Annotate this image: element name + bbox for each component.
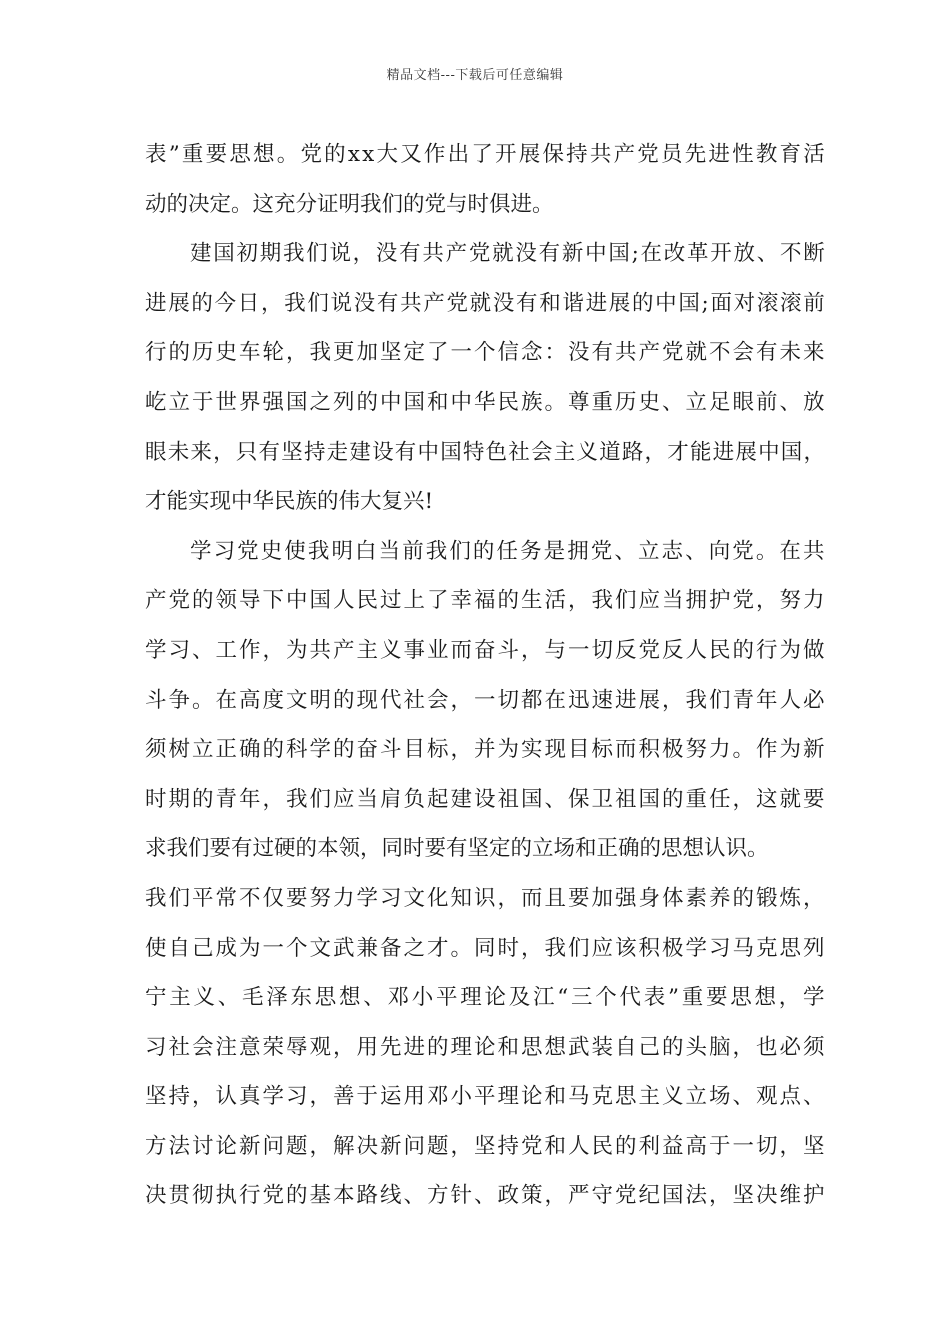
text-line: 建国初期我们说，没有共产党就没有新中国;在改革开放、不断 (190, 241, 827, 267)
text-line: 宁主义、毛泽东思想、邓小平理论及江“三个代表”重要思想，学 (145, 985, 828, 1011)
page-header: 精品文档---下载后可任意编辑 (386, 68, 564, 83)
text-line: 使自己成为一个文武兼备之才。同时，我们应该积极学习马克思列 (145, 935, 827, 961)
text-line: 须树立正确的科学的奋斗目标，并为实现目标而积极努力。作为新 (145, 737, 827, 763)
text-line: 坚持，认真学习，善于运用邓小平理论和马克思主义立场、观点、 (145, 1084, 827, 1110)
text-line: 产党的领导下中国人民过上了幸福的生活，我们应当拥护党，努力 (145, 588, 827, 614)
text-line: 学习党史使我明白当前我们的任务是拥党、立志、向党。在共 (190, 538, 827, 564)
text-line: 屹立于世界强国之列的中国和中华民族。尊重历史、立足眼前、放 (145, 389, 827, 415)
text-line: 行的历史车轮，我更加坚定了一个信念：没有共产党就不会有未来 (145, 340, 827, 366)
text-line: 表”重要思想。党的xx大又作出了开展保持共产党员先进性教育活 (145, 142, 827, 167)
text-line: 才能实现中华民族的伟大复兴! (145, 489, 434, 515)
text-line: 动的决定。这充分证明我们的党与时俱进。 (145, 191, 554, 217)
text-line: 进展的今日，我们说没有共产党就没有和谐进展的中国;面对滚滚前 (145, 290, 827, 316)
document-body (145, 130, 828, 1221)
text-line: 眼未来，只有坚持走建设有中国特色社会主义道路，才能进展中国， (145, 439, 827, 465)
text-line: 决贯彻执行党的基本路线、方针、政策，严守党纪国法，坚决维护 (145, 1183, 827, 1209)
text-line: 求我们要有过硬的本领，同时要有坚定的立场和正确的思想认识。 (145, 836, 769, 862)
text-line: 方法讨论新问题，解决新问题，坚持党和人民的利益高于一切，坚 (145, 1133, 827, 1159)
text-line: 我们平常不仅要努力学习文化知识，而且要加强身体素养的锻炼， (145, 885, 827, 911)
text-line: 时期的青年，我们应当肩负起建设祖国、保卫祖国的重任，这就要 (145, 786, 827, 812)
text-line: 斗争。在高度文明的现代社会，一切都在迅速进展，我们青年人必 (145, 687, 827, 713)
text-line: 习社会注意荣辱观，用先进的理论和思想武装自己的头脑，也必须 (145, 1034, 827, 1060)
text-line: 学习、工作，为共产主义事业而奋斗，与一切反党反人民的行为做 (145, 637, 827, 663)
